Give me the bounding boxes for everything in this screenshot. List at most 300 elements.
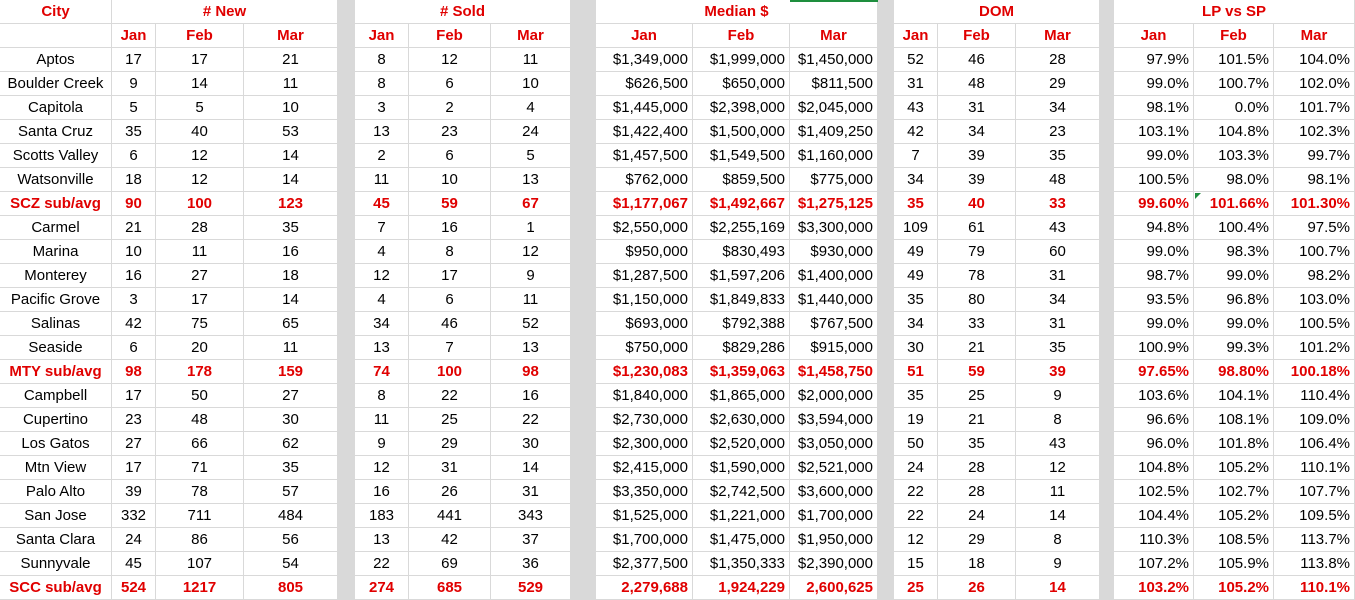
new-cell[interactable]: 48	[156, 408, 244, 432]
median-cell[interactable]: $1,500,000	[693, 120, 790, 144]
city-cell[interactable]: Marina	[0, 240, 112, 264]
header-month-dom[interactable]: Mar	[1016, 24, 1100, 48]
lpsp-cell[interactable]: 97.5%	[1274, 216, 1355, 240]
sold-cell[interactable]: 1	[491, 216, 571, 240]
dom-cell[interactable]: 12	[894, 528, 938, 552]
city-cell[interactable]: Scotts Valley	[0, 144, 112, 168]
sold-cell[interactable]: 9	[355, 432, 409, 456]
lpsp-cell[interactable]: 101.7%	[1274, 96, 1355, 120]
lpsp-cell[interactable]: 113.7%	[1274, 528, 1355, 552]
new-cell[interactable]: 3	[112, 288, 156, 312]
new-cell[interactable]: 6	[112, 144, 156, 168]
median-cell[interactable]: $1,458,750	[790, 360, 878, 384]
dom-cell[interactable]: 22	[894, 480, 938, 504]
new-cell[interactable]: 10	[244, 96, 338, 120]
median-cell[interactable]: 1,924,229	[693, 576, 790, 600]
sold-cell[interactable]: 25	[409, 408, 491, 432]
new-cell[interactable]: 75	[156, 312, 244, 336]
lpsp-cell[interactable]: 99.0%	[1114, 144, 1194, 168]
median-cell[interactable]: $762,000	[596, 168, 693, 192]
header-month-lpsp[interactable]: Feb	[1194, 24, 1274, 48]
sold-cell[interactable]: 529	[491, 576, 571, 600]
sold-cell[interactable]: 10	[491, 72, 571, 96]
sold-cell[interactable]: 685	[409, 576, 491, 600]
new-cell[interactable]: 159	[244, 360, 338, 384]
sold-cell[interactable]: 13	[355, 528, 409, 552]
header-month-dom[interactable]: Jan	[894, 24, 938, 48]
new-cell[interactable]: 17	[112, 48, 156, 72]
dom-cell[interactable]: 15	[894, 552, 938, 576]
dom-cell[interactable]: 28	[938, 480, 1016, 504]
lpsp-cell[interactable]: 101.30%	[1274, 192, 1355, 216]
sold-cell[interactable]: 45	[355, 192, 409, 216]
dom-cell[interactable]: 35	[1016, 336, 1100, 360]
sold-cell[interactable]: 29	[409, 432, 491, 456]
dom-cell[interactable]: 14	[1016, 504, 1100, 528]
sold-cell[interactable]: 7	[355, 216, 409, 240]
new-cell[interactable]: 16	[244, 240, 338, 264]
lpsp-cell[interactable]: 101.5%	[1194, 48, 1274, 72]
median-cell[interactable]: $2,415,000	[596, 456, 693, 480]
sold-cell[interactable]: 5	[491, 144, 571, 168]
city-cell[interactable]: Santa Cruz	[0, 120, 112, 144]
dom-cell[interactable]: 35	[894, 288, 938, 312]
new-cell[interactable]: 71	[156, 456, 244, 480]
dom-cell[interactable]: 12	[1016, 456, 1100, 480]
dom-cell[interactable]: 30	[894, 336, 938, 360]
new-cell[interactable]: 56	[244, 528, 338, 552]
dom-cell[interactable]: 33	[1016, 192, 1100, 216]
dom-cell[interactable]: 40	[938, 192, 1016, 216]
median-cell[interactable]: $2,398,000	[693, 96, 790, 120]
new-cell[interactable]: 39	[112, 480, 156, 504]
median-cell[interactable]: $1,700,000	[596, 528, 693, 552]
sold-cell[interactable]: 441	[409, 504, 491, 528]
median-cell[interactable]: $1,440,000	[790, 288, 878, 312]
lpsp-cell[interactable]: 107.2%	[1114, 552, 1194, 576]
city-cell[interactable]: Boulder Creek	[0, 72, 112, 96]
header-month-median[interactable]: Jan	[596, 24, 693, 48]
sold-cell[interactable]: 12	[491, 240, 571, 264]
new-cell[interactable]: 17	[156, 288, 244, 312]
dom-cell[interactable]: 79	[938, 240, 1016, 264]
lpsp-cell[interactable]: 104.4%	[1114, 504, 1194, 528]
city-cell[interactable]: MTY sub/avg	[0, 360, 112, 384]
new-cell[interactable]: 18	[112, 168, 156, 192]
median-cell[interactable]: $2,000,000	[790, 384, 878, 408]
lpsp-cell[interactable]: 105.2%	[1194, 504, 1274, 528]
city-cell[interactable]: Palo Alto	[0, 480, 112, 504]
lpsp-cell[interactable]: 96.6%	[1114, 408, 1194, 432]
dom-cell[interactable]: 39	[938, 144, 1016, 168]
lpsp-cell[interactable]: 104.8%	[1114, 456, 1194, 480]
dom-cell[interactable]: 34	[894, 168, 938, 192]
new-cell[interactable]: 805	[244, 576, 338, 600]
sold-cell[interactable]: 100	[409, 360, 491, 384]
median-cell[interactable]: $2,045,000	[790, 96, 878, 120]
sold-cell[interactable]: 31	[491, 480, 571, 504]
lpsp-cell[interactable]: 99.60%	[1114, 192, 1194, 216]
lpsp-cell[interactable]: 106.4%	[1274, 432, 1355, 456]
new-cell[interactable]: 90	[112, 192, 156, 216]
new-cell[interactable]: 30	[244, 408, 338, 432]
city-cell[interactable]: Carmel	[0, 216, 112, 240]
new-cell[interactable]: 57	[244, 480, 338, 504]
new-cell[interactable]: 53	[244, 120, 338, 144]
dom-cell[interactable]: 22	[894, 504, 938, 528]
header-month-new[interactable]: Feb	[156, 24, 244, 48]
dom-cell[interactable]: 52	[894, 48, 938, 72]
lpsp-cell[interactable]: 110.4%	[1274, 384, 1355, 408]
sold-cell[interactable]: 6	[409, 144, 491, 168]
new-cell[interactable]: 20	[156, 336, 244, 360]
dom-cell[interactable]: 31	[938, 96, 1016, 120]
median-cell[interactable]: $792,388	[693, 312, 790, 336]
lpsp-cell[interactable]: 99.0%	[1114, 72, 1194, 96]
median-cell[interactable]: $1,475,000	[693, 528, 790, 552]
city-cell[interactable]: Seaside	[0, 336, 112, 360]
median-cell[interactable]: $811,500	[790, 72, 878, 96]
lpsp-cell[interactable]: 99.3%	[1194, 336, 1274, 360]
lpsp-cell[interactable]: 110.1%	[1274, 456, 1355, 480]
sold-cell[interactable]: 52	[491, 312, 571, 336]
dom-cell[interactable]: 43	[1016, 432, 1100, 456]
median-cell[interactable]: $3,050,000	[790, 432, 878, 456]
dom-cell[interactable]: 31	[894, 72, 938, 96]
sold-cell[interactable]: 13	[491, 168, 571, 192]
dom-cell[interactable]: 9	[1016, 552, 1100, 576]
sold-cell[interactable]: 24	[491, 120, 571, 144]
header-month-sold[interactable]: Feb	[409, 24, 491, 48]
city-cell[interactable]: Capitola	[0, 96, 112, 120]
dom-cell[interactable]: 78	[938, 264, 1016, 288]
sold-cell[interactable]: 30	[491, 432, 571, 456]
sold-cell[interactable]: 46	[409, 312, 491, 336]
sold-cell[interactable]: 22	[491, 408, 571, 432]
lpsp-cell[interactable]: 99.0%	[1114, 312, 1194, 336]
lpsp-cell[interactable]: 98.0%	[1194, 168, 1274, 192]
median-cell[interactable]: $750,000	[596, 336, 693, 360]
sold-cell[interactable]: 37	[491, 528, 571, 552]
dom-cell[interactable]: 39	[1016, 360, 1100, 384]
median-cell[interactable]: $1,400,000	[790, 264, 878, 288]
city-cell[interactable]: Salinas	[0, 312, 112, 336]
sold-cell[interactable]: 183	[355, 504, 409, 528]
dom-cell[interactable]: 34	[894, 312, 938, 336]
header-group-new[interactable]: # New	[112, 0, 338, 24]
new-cell[interactable]: 27	[112, 432, 156, 456]
lpsp-cell[interactable]: 98.1%	[1274, 168, 1355, 192]
dom-cell[interactable]: 21	[938, 336, 1016, 360]
new-cell[interactable]: 11	[244, 336, 338, 360]
new-cell[interactable]: 484	[244, 504, 338, 528]
sold-cell[interactable]: 22	[409, 384, 491, 408]
median-cell[interactable]: $915,000	[790, 336, 878, 360]
median-cell[interactable]: $775,000	[790, 168, 878, 192]
sold-cell[interactable]: 36	[491, 552, 571, 576]
new-cell[interactable]: 78	[156, 480, 244, 504]
header-month-sold[interactable]: Mar	[491, 24, 571, 48]
median-cell[interactable]: $1,450,000	[790, 48, 878, 72]
median-cell[interactable]: 2,600,625	[790, 576, 878, 600]
sold-cell[interactable]: 12	[355, 456, 409, 480]
lpsp-cell[interactable]: 96.0%	[1114, 432, 1194, 456]
dom-cell[interactable]: 28	[938, 456, 1016, 480]
median-cell[interactable]: $1,700,000	[790, 504, 878, 528]
sold-cell[interactable]: 17	[409, 264, 491, 288]
sold-cell[interactable]: 26	[409, 480, 491, 504]
lpsp-cell[interactable]: 109.5%	[1274, 504, 1355, 528]
median-cell[interactable]: $2,521,000	[790, 456, 878, 480]
new-cell[interactable]: 17	[112, 384, 156, 408]
new-cell[interactable]: 524	[112, 576, 156, 600]
sold-cell[interactable]: 2	[409, 96, 491, 120]
median-cell[interactable]: $1,950,000	[790, 528, 878, 552]
sold-cell[interactable]: 8	[355, 48, 409, 72]
median-cell[interactable]: $2,300,000	[596, 432, 693, 456]
dom-cell[interactable]: 42	[894, 120, 938, 144]
dom-cell[interactable]: 61	[938, 216, 1016, 240]
header-city[interactable]: City	[0, 0, 112, 24]
dom-cell[interactable]: 11	[1016, 480, 1100, 504]
median-cell[interactable]: $1,597,206	[693, 264, 790, 288]
new-cell[interactable]: 28	[156, 216, 244, 240]
lpsp-cell[interactable]: 110.3%	[1114, 528, 1194, 552]
new-cell[interactable]: 35	[244, 216, 338, 240]
new-cell[interactable]: 45	[112, 552, 156, 576]
lpsp-cell[interactable]: 100.7%	[1274, 240, 1355, 264]
sold-cell[interactable]: 8	[355, 384, 409, 408]
city-cell[interactable]: Monterey	[0, 264, 112, 288]
new-cell[interactable]: 100	[156, 192, 244, 216]
new-cell[interactable]: 107	[156, 552, 244, 576]
dom-cell[interactable]: 25	[894, 576, 938, 600]
median-cell[interactable]: $1,230,083	[596, 360, 693, 384]
median-cell[interactable]: $2,630,000	[693, 408, 790, 432]
sold-cell[interactable]: 23	[409, 120, 491, 144]
lpsp-cell[interactable]: 107.7%	[1274, 480, 1355, 504]
new-cell[interactable]: 21	[244, 48, 338, 72]
dom-cell[interactable]: 48	[938, 72, 1016, 96]
dom-cell[interactable]: 19	[894, 408, 938, 432]
sold-cell[interactable]: 13	[491, 336, 571, 360]
median-cell[interactable]: $1,409,250	[790, 120, 878, 144]
lpsp-cell[interactable]: 0.0%	[1194, 96, 1274, 120]
dom-cell[interactable]: 33	[938, 312, 1016, 336]
lpsp-cell[interactable]: 103.3%	[1194, 144, 1274, 168]
lpsp-cell[interactable]: 102.5%	[1114, 480, 1194, 504]
sold-cell[interactable]: 11	[491, 288, 571, 312]
dom-cell[interactable]: 35	[938, 432, 1016, 456]
dom-cell[interactable]: 51	[894, 360, 938, 384]
new-cell[interactable]: 16	[112, 264, 156, 288]
lpsp-cell[interactable]: 98.1%	[1114, 96, 1194, 120]
sold-cell[interactable]: 6	[409, 288, 491, 312]
median-cell[interactable]: $1,275,125	[790, 192, 878, 216]
lpsp-cell[interactable]: 101.2%	[1274, 336, 1355, 360]
median-cell[interactable]: $1,177,067	[596, 192, 693, 216]
header-month-lpsp[interactable]: Jan	[1114, 24, 1194, 48]
lpsp-cell[interactable]: 96.8%	[1194, 288, 1274, 312]
city-cell[interactable]: Los Gatos	[0, 432, 112, 456]
lpsp-cell[interactable]: 99.0%	[1114, 240, 1194, 264]
dom-cell[interactable]: 46	[938, 48, 1016, 72]
lpsp-cell[interactable]: 108.5%	[1194, 528, 1274, 552]
header-city-blank[interactable]	[0, 24, 112, 48]
header-month-new[interactable]: Mar	[244, 24, 338, 48]
sold-cell[interactable]: 42	[409, 528, 491, 552]
lpsp-cell[interactable]: 101.66%	[1194, 192, 1274, 216]
new-cell[interactable]: 5	[112, 96, 156, 120]
median-cell[interactable]: $3,300,000	[790, 216, 878, 240]
dom-cell[interactable]: 24	[894, 456, 938, 480]
lpsp-cell[interactable]: 99.0%	[1194, 264, 1274, 288]
median-cell[interactable]: $2,742,500	[693, 480, 790, 504]
sold-cell[interactable]: 13	[355, 120, 409, 144]
sold-cell[interactable]: 14	[491, 456, 571, 480]
sold-cell[interactable]: 16	[355, 480, 409, 504]
sold-cell[interactable]: 7	[409, 336, 491, 360]
new-cell[interactable]: 17	[156, 48, 244, 72]
sold-cell[interactable]: 8	[409, 240, 491, 264]
median-cell[interactable]: $829,286	[693, 336, 790, 360]
new-cell[interactable]: 62	[244, 432, 338, 456]
sold-cell[interactable]: 67	[491, 192, 571, 216]
new-cell[interactable]: 14	[244, 168, 338, 192]
dom-cell[interactable]: 43	[1016, 216, 1100, 240]
dom-cell[interactable]: 109	[894, 216, 938, 240]
sold-cell[interactable]: 74	[355, 360, 409, 384]
lpsp-cell[interactable]: 94.8%	[1114, 216, 1194, 240]
lpsp-cell[interactable]: 105.9%	[1194, 552, 1274, 576]
median-cell[interactable]: $1,840,000	[596, 384, 693, 408]
new-cell[interactable]: 14	[244, 288, 338, 312]
median-cell[interactable]: $2,520,000	[693, 432, 790, 456]
new-cell[interactable]: 42	[112, 312, 156, 336]
header-group-median[interactable]: Median $	[596, 0, 878, 24]
median-cell[interactable]: $1,349,000	[596, 48, 693, 72]
sold-cell[interactable]: 4	[491, 96, 571, 120]
sold-cell[interactable]: 343	[491, 504, 571, 528]
dom-cell[interactable]: 7	[894, 144, 938, 168]
new-cell[interactable]: 12	[156, 144, 244, 168]
dom-cell[interactable]: 23	[1016, 120, 1100, 144]
median-cell[interactable]: $650,000	[693, 72, 790, 96]
sold-cell[interactable]: 34	[355, 312, 409, 336]
lpsp-cell[interactable]: 103.1%	[1114, 120, 1194, 144]
new-cell[interactable]: 11	[244, 72, 338, 96]
median-cell[interactable]: $1,492,667	[693, 192, 790, 216]
dom-cell[interactable]: 9	[1016, 384, 1100, 408]
new-cell[interactable]: 711	[156, 504, 244, 528]
new-cell[interactable]: 35	[112, 120, 156, 144]
lpsp-cell[interactable]: 99.0%	[1194, 312, 1274, 336]
dom-cell[interactable]: 24	[938, 504, 1016, 528]
sold-cell[interactable]: 6	[409, 72, 491, 96]
dom-cell[interactable]: 39	[938, 168, 1016, 192]
lpsp-cell[interactable]: 99.7%	[1274, 144, 1355, 168]
sold-cell[interactable]: 11	[355, 168, 409, 192]
dom-cell[interactable]: 8	[1016, 408, 1100, 432]
median-cell[interactable]: $626,500	[596, 72, 693, 96]
sold-cell[interactable]: 11	[491, 48, 571, 72]
sold-cell[interactable]: 22	[355, 552, 409, 576]
dom-cell[interactable]: 29	[938, 528, 1016, 552]
sold-cell[interactable]: 13	[355, 336, 409, 360]
median-cell[interactable]: 2,279,688	[596, 576, 693, 600]
new-cell[interactable]: 65	[244, 312, 338, 336]
new-cell[interactable]: 50	[156, 384, 244, 408]
median-cell[interactable]: $1,150,000	[596, 288, 693, 312]
lpsp-cell[interactable]: 100.5%	[1274, 312, 1355, 336]
sold-cell[interactable]: 9	[491, 264, 571, 288]
dom-cell[interactable]: 31	[1016, 312, 1100, 336]
dom-cell[interactable]: 21	[938, 408, 1016, 432]
new-cell[interactable]: 9	[112, 72, 156, 96]
lpsp-cell[interactable]: 101.8%	[1194, 432, 1274, 456]
median-cell[interactable]: $1,359,063	[693, 360, 790, 384]
dom-cell[interactable]: 14	[1016, 576, 1100, 600]
median-cell[interactable]: $767,500	[790, 312, 878, 336]
lpsp-cell[interactable]: 98.7%	[1114, 264, 1194, 288]
median-cell[interactable]: $950,000	[596, 240, 693, 264]
dom-cell[interactable]: 60	[1016, 240, 1100, 264]
lpsp-cell[interactable]: 108.1%	[1194, 408, 1274, 432]
header-group-lpsp[interactable]: LP vs SP	[1114, 0, 1355, 24]
sold-cell[interactable]: 12	[355, 264, 409, 288]
sold-cell[interactable]: 98	[491, 360, 571, 384]
sold-cell[interactable]: 11	[355, 408, 409, 432]
lpsp-cell[interactable]: 102.3%	[1274, 120, 1355, 144]
lpsp-cell[interactable]: 98.3%	[1194, 240, 1274, 264]
lpsp-cell[interactable]: 98.2%	[1274, 264, 1355, 288]
city-cell[interactable]: SCZ sub/avg	[0, 192, 112, 216]
header-group-sold[interactable]: # Sold	[355, 0, 571, 24]
median-cell[interactable]: $930,000	[790, 240, 878, 264]
lpsp-cell[interactable]: 110.1%	[1274, 576, 1355, 600]
new-cell[interactable]: 54	[244, 552, 338, 576]
city-cell[interactable]: Cupertino	[0, 408, 112, 432]
median-cell[interactable]: $1,999,000	[693, 48, 790, 72]
new-cell[interactable]: 27	[244, 384, 338, 408]
dom-cell[interactable]: 50	[894, 432, 938, 456]
lpsp-cell[interactable]: 103.2%	[1114, 576, 1194, 600]
median-cell[interactable]: $1,221,000	[693, 504, 790, 528]
new-cell[interactable]: 12	[156, 168, 244, 192]
city-cell[interactable]: San Jose	[0, 504, 112, 528]
dom-cell[interactable]: 31	[1016, 264, 1100, 288]
median-cell[interactable]: $830,493	[693, 240, 790, 264]
lpsp-cell[interactable]: 100.7%	[1194, 72, 1274, 96]
sold-cell[interactable]: 12	[409, 48, 491, 72]
new-cell[interactable]: 18	[244, 264, 338, 288]
sold-cell[interactable]: 4	[355, 240, 409, 264]
new-cell[interactable]: 35	[244, 456, 338, 480]
lpsp-cell[interactable]: 105.2%	[1194, 456, 1274, 480]
city-cell[interactable]: Mtn View	[0, 456, 112, 480]
median-cell[interactable]: $2,377,500	[596, 552, 693, 576]
new-cell[interactable]: 27	[156, 264, 244, 288]
median-cell[interactable]: $693,000	[596, 312, 693, 336]
new-cell[interactable]: 23	[112, 408, 156, 432]
dom-cell[interactable]: 35	[894, 192, 938, 216]
sold-cell[interactable]: 59	[409, 192, 491, 216]
sold-cell[interactable]: 274	[355, 576, 409, 600]
median-cell[interactable]: $1,160,000	[790, 144, 878, 168]
dom-cell[interactable]: 18	[938, 552, 1016, 576]
sold-cell[interactable]: 2	[355, 144, 409, 168]
sold-cell[interactable]: 4	[355, 288, 409, 312]
